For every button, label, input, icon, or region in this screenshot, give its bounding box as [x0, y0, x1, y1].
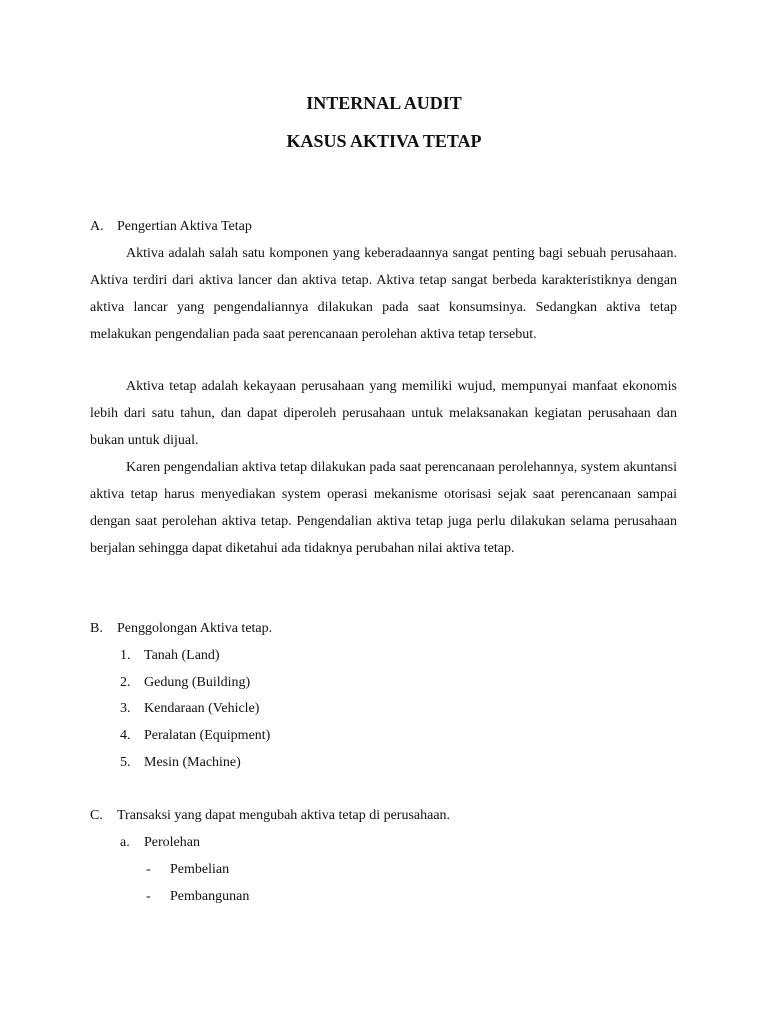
- dash-bullet: -: [146, 862, 151, 877]
- document-title: INTERNAL AUDIT: [306, 93, 462, 113]
- list-item-text: Peralatan (Equipment): [144, 728, 271, 743]
- list-item-text: Mesin (Machine): [144, 755, 241, 770]
- dash-list-text: Pembelian: [170, 862, 230, 877]
- dash-list-item: [146, 862, 229, 878]
- document-subtitle: KASUS AKTIVA TETAP: [286, 131, 482, 151]
- list-item: [120, 728, 270, 744]
- section-c-title: Transaksi yang dapat mengubah aktiva tetap di perusahaan.: [117, 808, 451, 823]
- list-item: [120, 701, 259, 717]
- dash-bullet: -: [146, 889, 151, 904]
- list-item-text: Tanah (Land): [144, 648, 220, 663]
- list-item-number: 5.: [120, 755, 131, 770]
- sub-list-item: [120, 835, 200, 851]
- dash-list-item: [146, 889, 249, 905]
- list-item: [120, 755, 241, 771]
- section-c-letter: C.: [90, 808, 103, 823]
- list-item-number: 1.: [120, 648, 131, 663]
- sub-list-text: Perolehan: [144, 835, 200, 850]
- section-b-title: Penggolongan Aktiva tetap.: [117, 621, 273, 636]
- section-a-paragraph-2: Aktiva tetap adalah kekayaan perusahaan yang memiliki wujud, mempunyai manfaat ekonomis lebih dari satu tahun, dan dapat diperoleh perusahaan untuk melaksanakan kegiatan perusahaan dan bukan untuk dijual.: [90, 379, 677, 448]
- section-a-paragraph-3: Karen pengendalian aktiva tetap dilakukan pada saat perencanaan perolehannya, system akuntansi aktiva tetap harus menyediakan system operasi mekanisme otorisasi sejak saat perencanaan sampai dengan saat perolehan aktiva tetap. Pengendalian aktiva tetap juga perlu dilakukan selama perusahaan berjalan sehingga dapat diketahui ada tidaknya perubahan nilai aktiva tetap.: [90, 460, 677, 556]
- sub-list-letter: a.: [120, 835, 130, 850]
- list-item-text: Gedung (Building): [144, 675, 251, 690]
- list-item: [120, 648, 220, 664]
- section-b-heading: [90, 621, 272, 637]
- list-item: [120, 675, 250, 691]
- section-b-letter: B.: [90, 621, 103, 636]
- list-item-number: 2.: [120, 675, 131, 690]
- section-a-title: Pengertian Aktiva Tetap: [117, 219, 252, 234]
- section-a-letter: A.: [90, 219, 104, 234]
- dash-list-text: Pembangunan: [170, 889, 250, 904]
- list-item-number: 4.: [120, 728, 131, 743]
- list-item-number: 3.: [120, 701, 131, 716]
- list-item-text: Kendaraan (Vehicle): [144, 701, 260, 716]
- section-a-heading: [90, 219, 252, 235]
- section-a-paragraph-1: Aktiva adalah salah satu komponen yang keberadaannya sangat penting bagi sebuah perusahaan. Aktiva terdiri dari aktiva lancer dan aktiva tetap. Aktiva tetap sangat berbeda karakteristiknya dengan aktiva lancar yang pengendaliannya dilakukan pada saat konsumsinya. Sedangkan aktiva tetap melakukan pengendalian pada saat perencanaan perolehan aktiva tetap tersebut.: [90, 246, 677, 342]
- section-c-heading: [90, 808, 450, 824]
